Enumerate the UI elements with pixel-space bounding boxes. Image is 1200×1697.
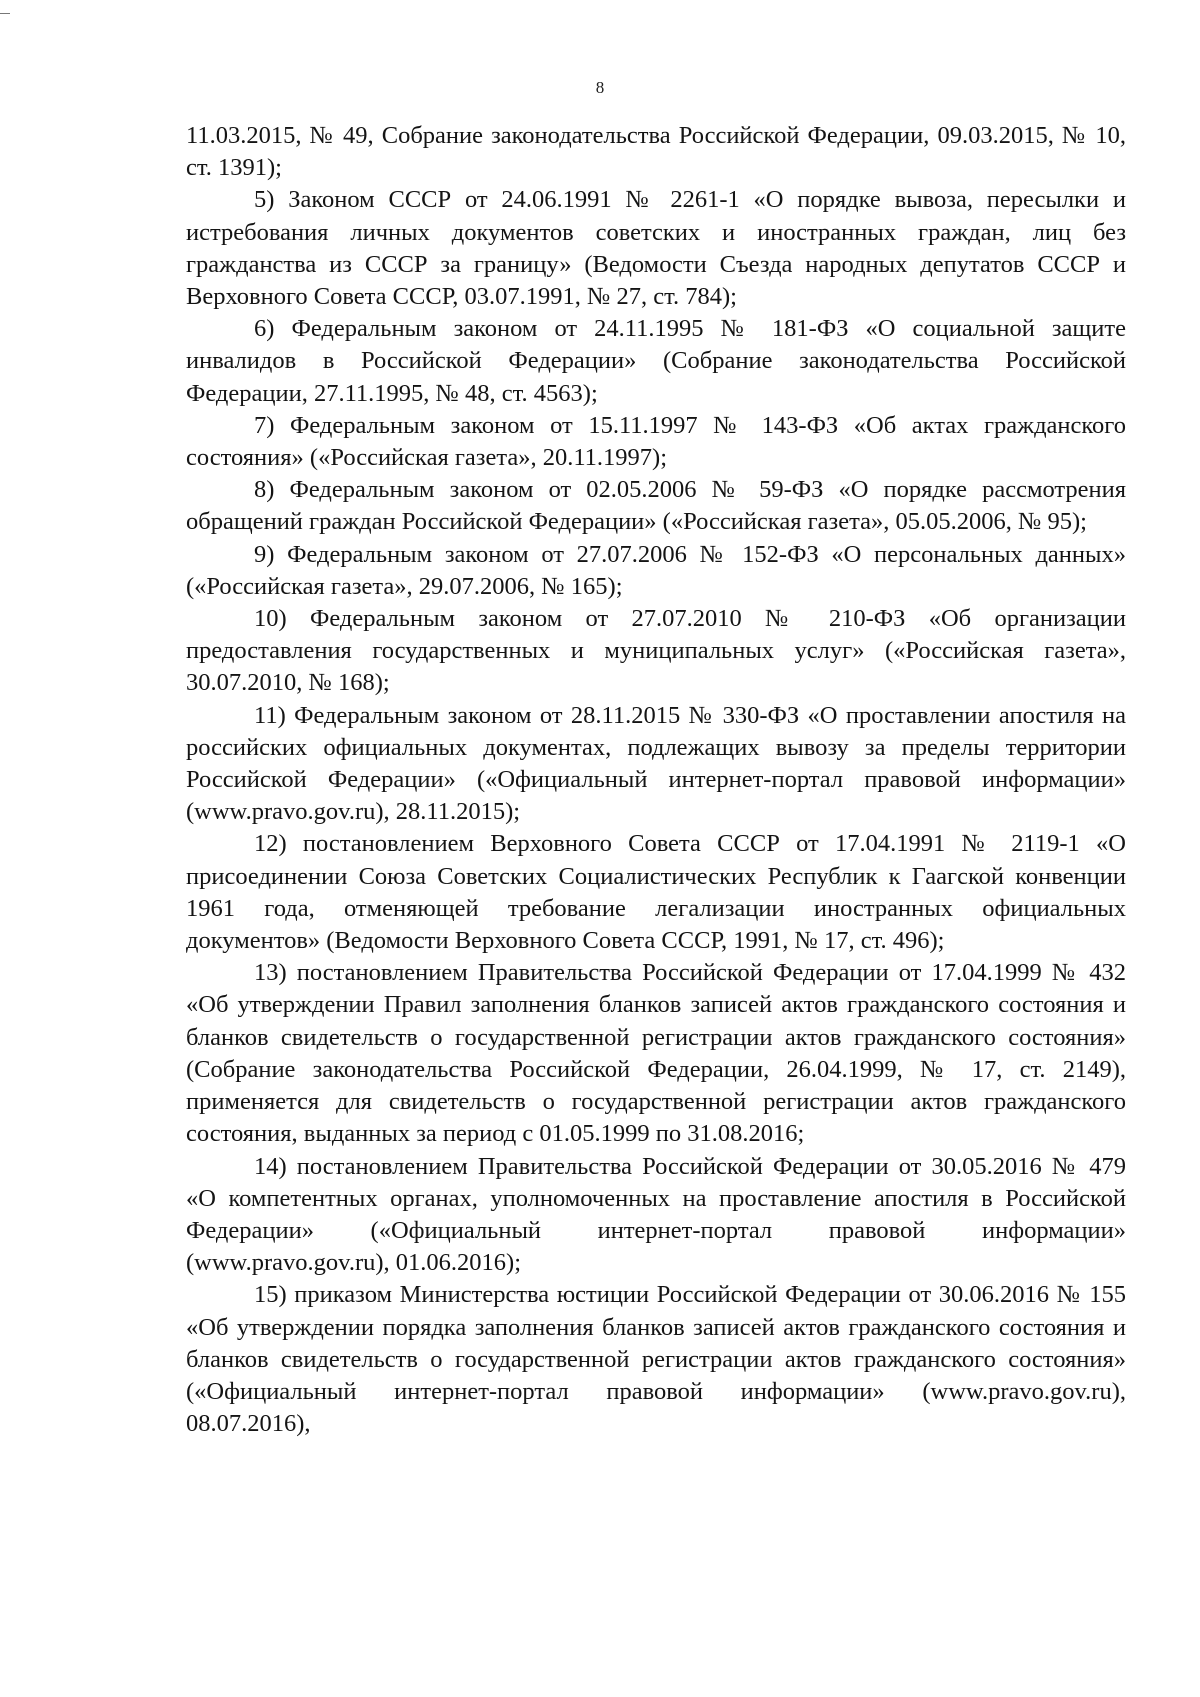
list-item-7: 7) Федеральным законом от 15.11.1997 № 143-ФЗ «Об актах гражданского состояния» («Российская газета», 20.11.1997);	[186, 411, 1126, 472]
list-item-10: 10) Федеральным законом от 27.07.2010 № 210-ФЗ «Об организации предоставления государственных и муниципальных услуг» («Российская газета», 30.07.2010, № 168);	[186, 605, 1126, 697]
list-item-6: 6) Федеральным законом от 24.11.1995 № 181-ФЗ «О социальной защите инвалидов в Российской Федерации» (Собрание законодательства Российской Федерации, 27.11.1995, № 48, ст. 4563);	[186, 315, 1126, 407]
list-item-14: 14) постановлением Правительства Российской Федерации от 30.05.2016 № 479 «О компетентных органах, уполномоченных на проставление апостиля в Российской Федерации» («Официальный интернет-портал правовой информации» (www.pravo.gov.ru), 01.06.2016);	[186, 1152, 1126, 1277]
page-number: 8	[595, 78, 605, 97]
scan-corner-mark	[0, 13, 10, 14]
list-item-12: 12) постановлением Верховного Совета СССР от 17.04.1991 № 2119-1 «О присоединении Союза Советских Социалистических Республик к Гаагской конвенции 1961 года, отменяющей требование легализации иностранных официальных документов» (Ведомости Верховного Совета СССР, 1991, № 17, ст. 496);	[186, 830, 1126, 955]
list-item-8: 8) Федеральным законом от 02.05.2006 № 59-ФЗ «О порядке рассмотрения обращений граждан Российской Федерации» («Российская газета», 05.05.2006, № 95);	[186, 476, 1126, 536]
list-item-11: 11) Федеральным законом от 28.11.2015 № 330-ФЗ «О проставлении апостиля на российских официальных документах, подлежащих вывозу за пределы территории Российской Федерации» («Официальный интернет-портал правовой информации» (www.pravo.gov.ru), 28.11.2015);	[186, 701, 1126, 826]
list-item-9: 9) Федеральным законом от 27.07.2006 № 152-ФЗ «О персональных данных» («Российская газета», 29.07.2006, № 165);	[186, 540, 1126, 600]
list-item-15: 15) приказом Министерства юстиции Российской Федерации от 30.06.2016 № 155 «Об утверждении порядка заполнения бланков записей актов гражданского состояния и бланков свидетельств о государственной регистрации актов гражданского состояния» («Официальный интернет-портал правовой информации» (www.pravo.gov.ru), 08.07.2016),	[186, 1281, 1126, 1438]
list-item-13: 13) постановлением Правительства Российской Федерации от 17.04.1999 № 432 «Об утверждении Правил заполнения бланков записей актов гражданского состояния и бланков свидетельств о государственной регистрации актов гражданского состояния» (Собрание законодательства Российской Федерации, 26.04.1999, № 17, ст. 2149), применяется для свидетельств о государственной регистрации актов гражданского состояния, выданных за период с 01.05.1999 по 31.08.2016;	[186, 959, 1126, 1148]
continuation-paragraph: 11.03.2015, № 49, Собрание законодательства Российской Федерации, 09.03.2015, № 10, ст. 1391);	[186, 122, 1126, 182]
list-item-5: 5) Законом СССР от 24.06.1991 № 2261-1 «О порядке вывоза, пересылки и истребования личных документов советских и иностранных граждан, лиц без гражданства из СССР за границу» (Ведомости Съезда народных депутатов СССР и Верховного Совета СССР, 03.07.1991, № 27, ст. 784);	[186, 186, 1126, 311]
document-body	[186, 120, 1126, 1440]
